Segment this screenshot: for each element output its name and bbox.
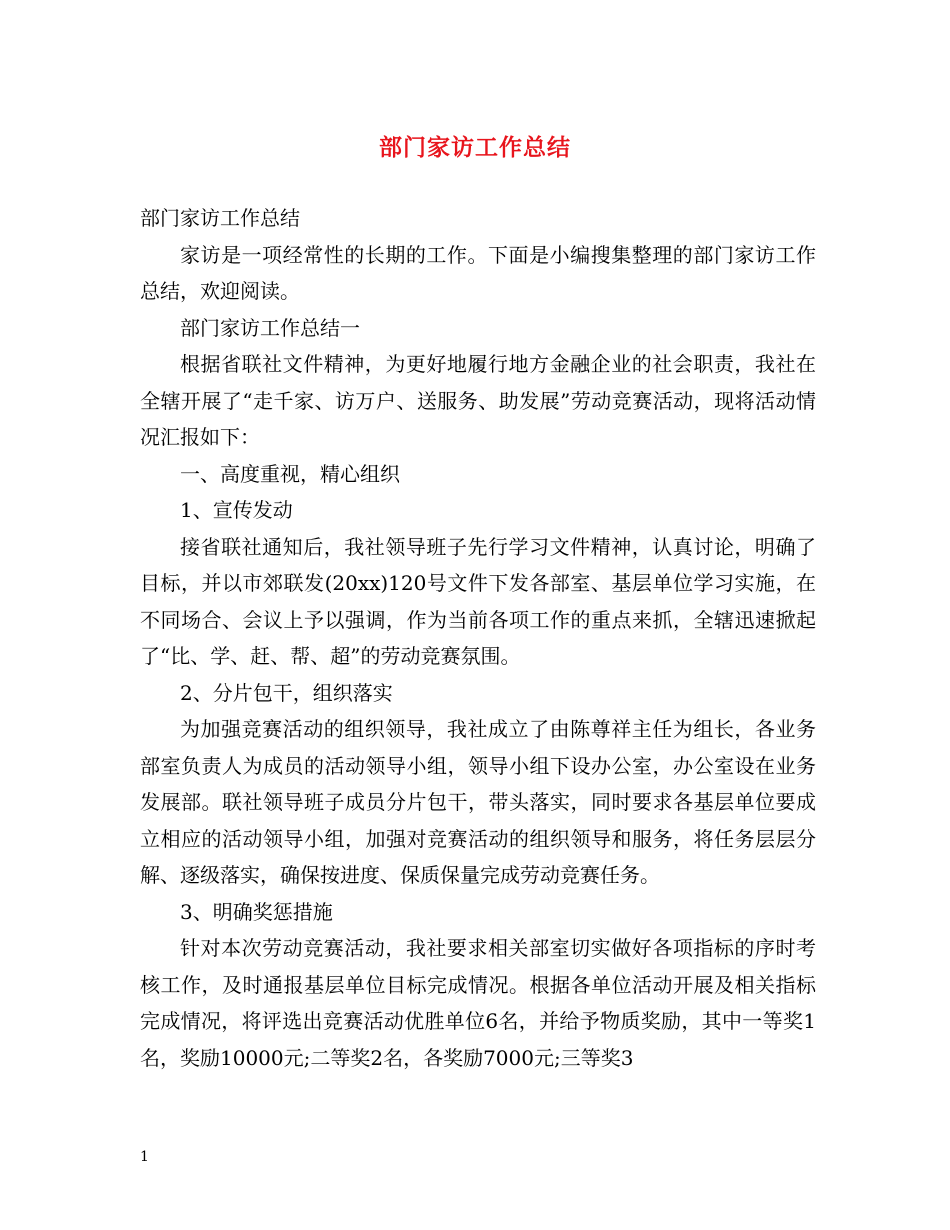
paragraph: 针对本次劳动竞赛活动，我社要求相关部室切实做好各项指标的序时考核工作，及时通报基层单位目标完成情况。根据各单位活动开展及相关指标完成情况，将评选出竞赛活动优胜单位6名，并给予物质奖励，其中一等奖1名，奖励10000元;二等奖2名，各奖励7000元;三等奖3 (140, 936, 816, 1070)
document-body (140, 200, 816, 1076)
document-title: 部门家访工作总结 (379, 134, 571, 161)
paragraph: 1、宣传发动 (180, 498, 293, 522)
paragraph: 家访是一项经常性的长期的工作。下面是小编搜集整理的部门家访工作总结，欢迎阅读。 (140, 242, 816, 303)
paragraph: 2、分片包干，组织落实 (180, 680, 393, 705)
page-number: 1 (140, 1149, 149, 1165)
paragraph: 部门家访工作总结一 (180, 315, 360, 340)
paragraph: 接省联社通知后，我社领导班子先行学习文件精神，认真讨论，明确了目标，并以市郊联发(20xx)120号文件下发各部室、基层单位学习实施，在不同场合、会议上予以强调，作为当前各项工作的重点来抓，全辖迅速掀起了“比、学、赶、帮、超”的劳动竞赛氛围。 (140, 534, 816, 668)
paragraph: 一、高度重视，精心组织 (180, 461, 400, 486)
paragraph: 部门家访工作总结 (140, 206, 300, 230)
paragraph: 3、明确奖惩措施 (180, 899, 333, 924)
paragraph: 根据省联社文件精神，为更好地履行地方金融企业的社会职责，我社在全辖开展了“走千家、访万户、送服务、助发展”劳动竞赛活动，现将活动情况汇报如下： (140, 352, 816, 449)
paragraph: 为加强竞赛活动的组织领导，我社成立了由陈尊祥主任为组长，各业务部室负责人为成员的活动领导小组，领导小组下设办公室，办公室设在业务发展部。联社领导班子成员分片包干，带头落实，同时要求各基层单位要成立相应的活动领导小组，加强对竞赛活动的组织领导和服务，将任务层层分解、逐级落实，确保按进度、保质保量完成劳动竞赛任务。 (140, 717, 816, 887)
